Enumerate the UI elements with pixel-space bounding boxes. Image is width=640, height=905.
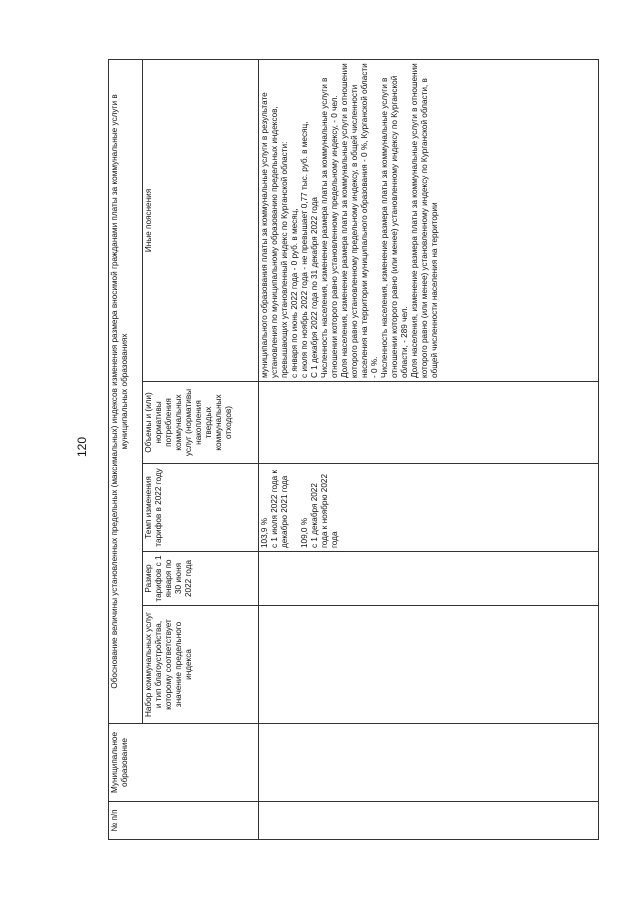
page-number: 120 [75, 436, 89, 457]
header-municipality: Муниципальное образование [109, 724, 259, 802]
header-tariff-size: Размер тарифов с 1 января по 30 июня 2022 года [143, 552, 259, 606]
cell-number [259, 802, 599, 840]
header-volumes: Объемы и (или) нормативы потребления коммунальных услуг (нормативы накопления твердых коммунальных отходов) [143, 382, 259, 464]
header-set: Набор коммунальных услуг и тип благоустройства, которому соответствует значение предельного индекса [143, 606, 259, 724]
header-tariff-rate: Темп изменения тарифов в 2022 году [143, 464, 259, 552]
justification-table [108, 59, 599, 840]
cell-tariff-size [259, 552, 599, 606]
rotated-table-wrapper [108, 60, 598, 840]
cell-tariff-rate: 103,9 % с 1 июля 2022 года к декабрю 2021 года 109,0 % с 1 декабря 2022 года к ноябрю 2022 года [259, 464, 599, 552]
cell-volumes [259, 382, 599, 464]
header-notes: Иные пояснения [143, 59, 259, 381]
cell-notes: муниципального образования платы за коммунальные услуги в результате установления по муниципальному образованию предельных индексов, превышающих установленный индекс по Курганской области: с января по июнь 2022 года - 0 руб. в месяц, с июля по ноябрь 2022 года - не превышает 0,77 тыс. руб. в месяц, С 1 декабря 2022 года по 31 декабря 2022 года Численность населения, изменение размера платы за коммунальные услуги в отношении которого равно установленному предельному индексу, - 0 чел. Доля населения, изменение размера платы за коммунальные услуги в отношении которого равно установленному предельному индексу, в общей численности населения на территории муниципального образования - 0 %, Курганской области - 0 %. Численность населения, изменение размера платы за коммунальные услуги в отношении которого равно (или менее) установленному индексу по Курганской области, - 289 чел. Доля населения, изменение размера платы за коммунальные услуги в отношении которого равно (или менее) установленному индексу по Курганской области, в общей численности населения на территории [259, 59, 599, 381]
header-group: Обоснование величины установленных предельных (максимальных) индексов изменения размера вносимой гражданами платы за коммунальные услуги в муниципальных образованиях [109, 59, 143, 723]
header-number: № п/п [109, 802, 259, 840]
cell-municipality [259, 724, 599, 802]
cell-set [259, 606, 599, 724]
